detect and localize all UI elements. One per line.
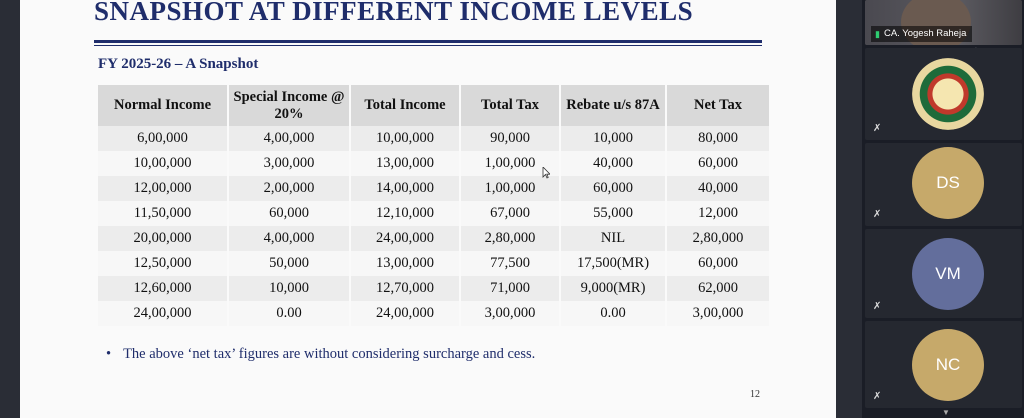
table-header-row — [98, 85, 771, 126]
table-cell: 2,80,000 — [667, 226, 771, 251]
table-cell: 4,00,000 — [229, 126, 351, 151]
table-cell: 24,00,000 — [351, 226, 461, 251]
table-cell: 10,00,000 — [98, 151, 229, 176]
muted-mic-icon: ✗ — [873, 209, 882, 220]
text-cursor-icon — [542, 167, 550, 179]
title-underline-thin — [94, 45, 762, 46]
presenter-video-tile[interactable] — [865, 0, 1022, 45]
table-cell: 60,000 — [229, 201, 351, 226]
table-cell: 0.00 — [229, 301, 351, 326]
muted-mic-icon: ✗ — [873, 123, 882, 134]
table-row — [98, 151, 771, 176]
table-row — [98, 251, 771, 276]
table-cell: 24,00,000 — [98, 301, 229, 326]
table-cell: 60,000 — [667, 151, 771, 176]
table-cell: 1,00,000 — [461, 151, 561, 176]
footnote-text: The above ‘net tax’ figures are without considering surcharge and cess. — [123, 346, 536, 362]
participant-tile[interactable] — [865, 143, 1022, 226]
snapshot-table — [98, 85, 771, 326]
participant-tile[interactable] — [865, 321, 1022, 408]
table-cell: 2,80,000 — [461, 226, 561, 251]
table-cell: 71,000 — [461, 276, 561, 301]
table-cell: 12,70,000 — [351, 276, 461, 301]
active-mic-icon: ▮ — [875, 29, 880, 39]
table-cell: 13,00,000 — [351, 251, 461, 276]
title-underline — [94, 40, 762, 43]
table-row — [98, 126, 771, 151]
column-header: Normal Income — [98, 85, 229, 126]
column-header: Total Income — [351, 85, 461, 126]
column-header: Total Tax — [461, 85, 561, 126]
table-cell: 17,500(MR) — [561, 251, 667, 276]
table-cell: 0.00 — [561, 301, 667, 326]
table-cell: 12,10,000 — [351, 201, 461, 226]
participant-initials: DS — [936, 173, 960, 192]
muted-mic-icon: ✗ — [873, 301, 882, 312]
presenter-name-tag — [871, 26, 972, 42]
table-row — [98, 276, 771, 301]
table-cell: 13,00,000 — [351, 151, 461, 176]
organization-logo — [912, 58, 984, 130]
table-cell: 77,500 — [461, 251, 561, 276]
table-cell: 3,00,000 — [667, 301, 771, 326]
table-cell: 55,000 — [561, 201, 667, 226]
table-cell: NIL — [561, 226, 667, 251]
slide-title: SNAPSHOT AT DIFFERENT INCOME LEVELS — [94, 0, 694, 26]
bullet-icon: • — [106, 346, 112, 362]
table-cell: 10,000 — [561, 126, 667, 151]
table-cell: 80,000 — [667, 126, 771, 151]
footnote — [106, 346, 535, 363]
column-header: Rebate u/s 87A — [561, 85, 667, 126]
page-number: 12 — [750, 389, 760, 400]
table-cell: 10,000 — [229, 276, 351, 301]
table-cell: 24,00,000 — [351, 301, 461, 326]
table-row — [98, 301, 771, 326]
muted-mic-icon: ✗ — [873, 391, 882, 402]
table-row — [98, 176, 771, 201]
slide-subtitle: FY 2025-26 – A Snapshot — [98, 56, 259, 72]
column-header: Net Tax — [667, 85, 771, 126]
presentation-slide — [20, 0, 836, 418]
table-cell: 14,00,000 — [351, 176, 461, 201]
table-cell: 60,000 — [561, 176, 667, 201]
table-cell: 62,000 — [667, 276, 771, 301]
scroll-down-icon[interactable]: ▼ — [942, 408, 950, 417]
participant-tile-logo[interactable] — [865, 48, 1022, 140]
participant-avatar — [912, 329, 984, 401]
participant-initials: NC — [935, 355, 961, 374]
table-row — [98, 226, 771, 251]
participant-tile[interactable] — [865, 229, 1022, 318]
table-cell: 12,00,000 — [98, 176, 229, 201]
table-cell: 4,00,000 — [229, 226, 351, 251]
participant-avatar — [912, 238, 984, 310]
table-cell: 3,00,000 — [461, 301, 561, 326]
table-cell: 12,50,000 — [98, 251, 229, 276]
table-cell: 40,000 — [667, 176, 771, 201]
table-cell: 2,00,000 — [229, 176, 351, 201]
table-cell: 50,000 — [229, 251, 351, 276]
participant-avatar — [912, 147, 984, 219]
participant-initials: VM — [935, 264, 961, 283]
table-cell: 11,50,000 — [98, 201, 229, 226]
table-cell: 6,00,000 — [98, 126, 229, 151]
table-cell: 67,000 — [461, 201, 561, 226]
table-cell: 90,000 — [461, 126, 561, 151]
table-cell: 60,000 — [667, 251, 771, 276]
table-cell: 10,00,000 — [351, 126, 461, 151]
table-cell: 12,60,000 — [98, 276, 229, 301]
column-header: Special Income @ 20% — [229, 85, 351, 126]
table-cell: 9,000(MR) — [561, 276, 667, 301]
table-cell: 1,00,000 — [461, 176, 561, 201]
table-cell: 40,000 — [561, 151, 667, 176]
table-row — [98, 201, 771, 226]
table-cell: 20,00,000 — [98, 226, 229, 251]
table-cell: 12,000 — [667, 201, 771, 226]
participants-panel — [862, 0, 1024, 418]
presenter-name: CA. Yogesh Raheja — [883, 28, 967, 39]
table-cell: 3,00,000 — [229, 151, 351, 176]
